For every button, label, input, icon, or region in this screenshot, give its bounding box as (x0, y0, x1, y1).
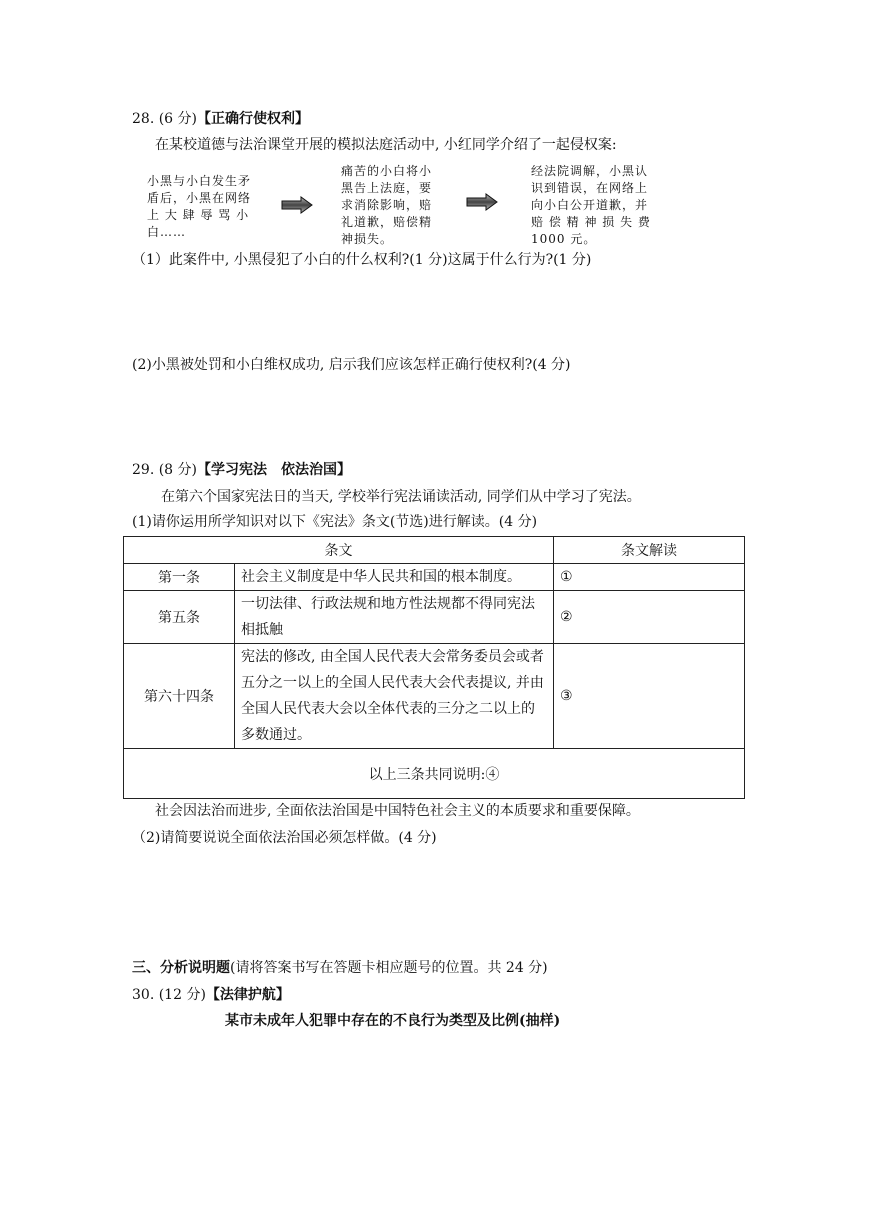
q29-after-table: 社会因法治而进步, 全面依法治国是中国特色社会主义的本质要求和重要保障。 (155, 803, 640, 819)
q28-sub2: (2)小黑被处罚和小白维权成功, 启示我们应该怎样正确行使权利?(4 分) (132, 357, 571, 373)
section3-heading-line (132, 959, 548, 977)
constitution-table (123, 536, 745, 799)
q30-title (132, 986, 290, 1004)
table-footer-row (124, 749, 745, 799)
q29-title (132, 461, 351, 479)
reading-mark: ③ (554, 644, 745, 749)
article-text: 宪法的修改, 由全国人民代表大会常务委员会或者五分之一以上的全国人民代表大会代表提议, 并由全国人民代表大会以全体代表的三分之二以上的多数通过。 (235, 644, 554, 749)
section3-heading: 三、分析说明题 (132, 960, 230, 976)
table-row (124, 591, 745, 644)
q28-title (132, 110, 309, 128)
header-reading: 条文解读 (554, 537, 745, 564)
q28-topic: 【正确行使权利】 (197, 111, 309, 127)
q29-sub2: （2)请简要说说全面依法治国必须怎样做。(4 分) (132, 830, 437, 846)
reading-mark: ② (554, 591, 745, 644)
q29-topic: 【学习宪法 依法治国】 (197, 462, 351, 478)
case-box-2: 痛苦的小白将小 黑告上法庭，要 求消除影响，赔 礼道歉，赔偿精 神损失。 (341, 164, 433, 246)
q28-intro: 在某校道德与法治课堂开展的模拟法庭活动中, 小红同学介绍了一起侵权案: (155, 137, 617, 153)
arrow-right-icon (466, 193, 498, 211)
table-row (124, 644, 745, 749)
article-text: 一切法律、行政法规和地方性法规都不得同宪法相抵触 (235, 591, 554, 644)
article-text: 社会主义制度是中华人民共和国的根本制度。 (235, 564, 554, 591)
table-row (124, 564, 745, 591)
case-box-1: 小黑与小白发生矛 盾后，小黑在网络 上 大 肆 辱 骂 小 白…… (147, 174, 252, 239)
q29-sub1: (1)请你运用所学知识对以下《宪法》条文(节选)进行解读。(4 分) (132, 514, 538, 530)
article-name: 第六十四条 (124, 644, 235, 749)
table-footer: 以上三条共同说明:④ (124, 749, 745, 799)
article-name: 第一条 (124, 564, 235, 591)
q30-score: 30. (12 分) (132, 987, 206, 1003)
article-name: 第五条 (124, 591, 235, 644)
section3-note: (请将答案书写在答题卡相应题号的位置。共 24 分) (230, 960, 548, 976)
table-header-row (124, 537, 745, 564)
q28-score: 28. (6 分) (132, 111, 197, 127)
q29-intro: 在第六个国家宪法日的当天, 学校举行宪法诵读活动, 同学们从中学习了宪法。 (161, 489, 641, 505)
reading-mark: ① (554, 564, 745, 591)
q30-topic: 【法律护航】 (205, 987, 290, 1003)
q30-chart-title: 某市未成年人犯罪中存在的不良行为类型及比例(抽样) (225, 1013, 561, 1029)
case-box-3: 经法院调解，小黑认 识到错误，在网络上 向小白公开道歉，并 赔 偿 精 神 损 失 费 1000 元。 (531, 164, 651, 246)
arrow-right-icon (281, 196, 313, 214)
header-article: 条文 (124, 537, 554, 564)
q28-sub1: （1）此案件中, 小黑侵犯了小白的什么权利?(1 分)这属于什么行为?(1 分) (132, 252, 592, 268)
q29-score: 29. (8 分) (132, 462, 197, 478)
